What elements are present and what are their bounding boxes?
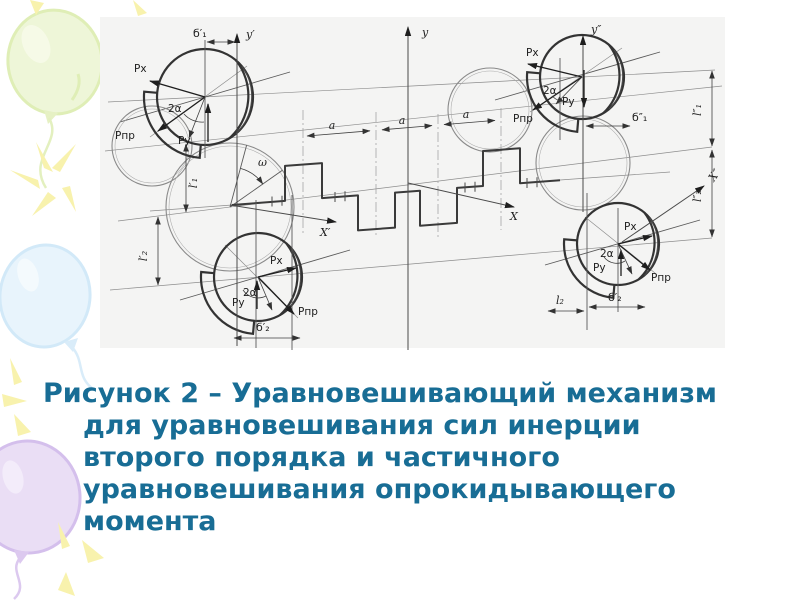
caption-line: второго порядка и частичного: [83, 442, 560, 473]
caption-line: Рисунок 2 – Уравновешивающий механизм: [43, 378, 717, 409]
sparkle-rays-middle: [2, 358, 31, 436]
axis-label-y-mid: y: [422, 26, 429, 39]
force-label-py-tr: Py: [562, 96, 575, 108]
axis-label-y-right: y″: [591, 23, 602, 36]
balloon-green: [1, 4, 109, 188]
axis-label-x-right: X″: [705, 166, 724, 184]
dim-label-l2-left: l′₂: [137, 250, 150, 262]
dim-label-l2-right: l″₂: [691, 189, 704, 203]
angle-label-br: 2α: [600, 248, 614, 260]
mechanism-diagram: [100, 17, 725, 350]
dim-label-a-2: a: [398, 114, 406, 127]
dim-label-b2-right: б′₂: [608, 291, 622, 304]
dim-label-l1-left: l′₁: [187, 177, 200, 189]
force-label-py-bl: Py: [232, 297, 245, 309]
axis-label-x-left: X′: [320, 226, 331, 239]
force-label-pnp-bl: Pпр: [298, 306, 318, 318]
dim-label-b1-right: б″₁: [632, 111, 648, 124]
dim-label-l1-right: l″₁: [691, 103, 704, 117]
force-label-pnp-br: Pпр: [651, 272, 671, 284]
axis-label-y-left: y′: [246, 28, 255, 41]
dim-label-a-1: a: [328, 119, 336, 132]
force-label-py-tl: Py: [178, 135, 191, 147]
force-label-px-bl: Px: [270, 255, 283, 267]
axis-label-x-mid: X: [510, 210, 518, 223]
force-label-px-tl: Px: [134, 63, 147, 75]
omega-label: ω: [258, 156, 267, 169]
figure-caption: [43, 378, 753, 538]
caption-line: для уравновешивания сил инерции: [83, 410, 641, 441]
angle-label-tl: 2α: [168, 103, 182, 115]
caption-line: уравновешивания опрокидывающего: [83, 474, 676, 505]
angle-label-bl: 2α: [243, 287, 257, 299]
force-label-px-tr: Px: [526, 47, 539, 59]
caption-line: момента: [83, 506, 217, 537]
force-label-px-br: Px: [624, 221, 637, 233]
force-label-py-br: Py: [593, 262, 606, 274]
dim-label-b1-left: б′₁: [193, 27, 207, 40]
dim-label-a-3: a: [462, 108, 470, 121]
force-label-pnp-tr: Pпр: [513, 113, 533, 125]
dim-label-b2-left: б′₂: [256, 321, 270, 334]
force-label-pnp-tl: Pпр: [115, 130, 135, 142]
dim-label-l2-bottom: l₂: [556, 294, 564, 307]
angle-label-tr: 2α: [543, 85, 557, 97]
